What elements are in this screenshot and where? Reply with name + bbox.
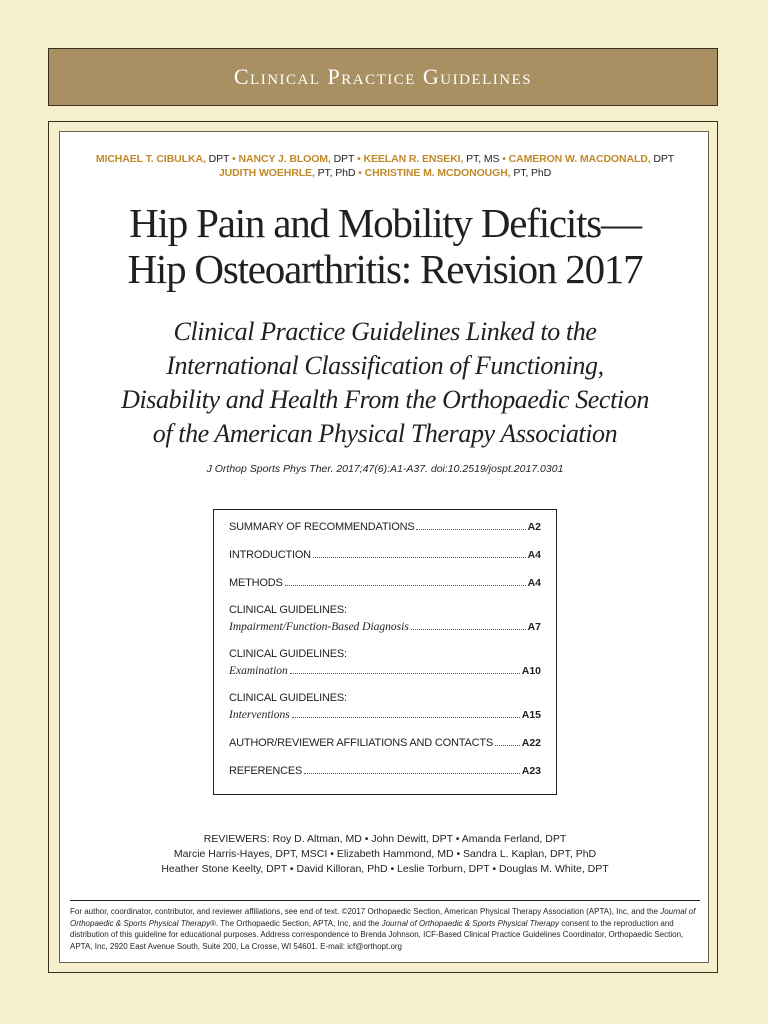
toc-leader-dots (290, 672, 520, 674)
author-credentials: PT, PhD (314, 167, 356, 179)
toc-leader-dots (285, 584, 526, 586)
toc-leader-dots (495, 744, 520, 746)
toc-entry-interventions[interactable] (229, 691, 541, 722)
article-title (60, 200, 710, 292)
footnote-divider (70, 900, 700, 901)
author-separator: • (355, 167, 365, 179)
author-credentials: DPT (330, 153, 355, 165)
toc-entry-introduction[interactable] (229, 548, 541, 562)
toc-entry-examination[interactable] (229, 647, 541, 678)
toc-page-number: A4 (527, 577, 541, 589)
toc-label: METHODS (229, 577, 283, 589)
author-list (60, 152, 710, 180)
reviewer-list (60, 832, 710, 877)
reviewers-line-3: Heather Stone Keelty, DPT • David Killoran, PhD • Leslie Torburn, DPT • Douglas M. White, DPT (161, 863, 609, 875)
author-credentials: PT, MS (463, 153, 500, 165)
title-line-1: Hip Pain and Mobility Deficits— (129, 200, 641, 246)
author-credentials: DPT (650, 153, 675, 165)
author-line-2 (60, 166, 710, 180)
section-banner (48, 48, 718, 106)
footnote-part: consent to the reproduction and distribution of this guideline for educational purposes. Address correspondence to Brenda Johnson, ICF-Based Clinical Practice Guidelines Coordinator, Orthopaedic Section, APTA, Inc, 2920 East Avenue South, Suite 200, La Crosse, WI 54601. E-mail: icf@orthopt.org (70, 918, 684, 951)
journal-citation: J Orthop Sports Phys Ther. 2017;47(6):A1-A37. doi:10.2519/jospt.2017.0301 (206, 463, 564, 475)
toc-label: CLINICAL GUIDELINES: (229, 692, 347, 704)
title-line-2: Hip Osteoarthritis: Revision 2017 (127, 246, 643, 292)
subtitle-line-2: International Classification of Functioning, (166, 351, 604, 380)
toc-label: INTRODUCTION (229, 549, 311, 561)
subtitle-line-4: of the American Physical Therapy Association (152, 419, 618, 448)
reviewers-line-1: REVIEWERS: Roy D. Altman, MD • John Dewitt, DPT • Amanda Ferland, DPT (203, 833, 567, 845)
toc-label: SUMMARY OF RECOMMENDATIONS (229, 521, 415, 533)
toc-leader-dots (313, 556, 526, 558)
subtitle-line-3: Disability and Health From the Orthopaedic Section (121, 385, 649, 414)
article-page (59, 131, 709, 963)
toc-leader-dots (304, 772, 520, 774)
footnote-text (70, 906, 702, 952)
author-name: KEELAN R. ENSEKI, (363, 153, 464, 165)
footnote-part: For author, coordinator, contributor, and reviewer affiliations, see end of text. ©2017 Orthopaedic Section, American Physical Therapy Association (APTA), Inc, and the (70, 907, 661, 916)
toc-page-number: A15 (521, 709, 541, 721)
toc-entry-methods[interactable] (229, 576, 541, 590)
author-credentials: PT, PhD (510, 167, 552, 179)
toc-leader-dots (416, 528, 525, 530)
toc-entry-diagnosis[interactable] (229, 603, 541, 634)
toc-entry-affiliations[interactable] (229, 736, 541, 750)
author-name: NANCY J. BLOOM, (238, 153, 331, 165)
banner-title: Clinical Practice Guidelines (233, 64, 533, 89)
toc-label: REFERENCES (229, 765, 303, 777)
toc-page-number: A23 (521, 765, 541, 777)
toc-sublabel: Impairment/Function-Based Diagnosis (229, 621, 409, 633)
toc-sublabel: Examination (229, 665, 288, 677)
journal-name: Journal of Orthopaedic & Sports Physical Therapy (381, 918, 559, 928)
author-name: CAMERON W. MACDONALD, (508, 153, 651, 165)
author-separator: • (229, 153, 239, 165)
reviewers-line-2: Marcie Harris-Hayes, DPT, MSCI • Elizabeth Hammond, MD • Sandra L. Kaplan, DPT, PhD (173, 848, 597, 860)
author-separator: • (499, 153, 509, 165)
toc-entry-summary[interactable] (229, 520, 541, 534)
author-name: JUDITH WOEHRLE, (218, 167, 315, 179)
toc-page-number: A10 (521, 665, 541, 677)
subtitle-line-1: Clinical Practice Guidelines Linked to the (173, 317, 597, 346)
author-separator: • (354, 153, 364, 165)
author-name: MICHAEL T. CIBULKA, (95, 153, 206, 165)
table-of-contents (213, 509, 557, 795)
toc-page-number: A7 (527, 621, 541, 633)
toc-label: CLINICAL GUIDELINES: (229, 648, 347, 660)
article-subtitle (60, 315, 710, 451)
toc-entry-references[interactable] (229, 764, 541, 778)
toc-leader-dots (411, 628, 526, 630)
toc-sublabel: Interventions (229, 709, 290, 721)
toc-page-number: A2 (527, 521, 541, 533)
toc-leader-dots (292, 716, 520, 718)
toc-label: AUTHOR/REVIEWER AFFILIATIONS AND CONTACTS (229, 737, 493, 749)
toc-page-number: A22 (521, 737, 541, 749)
journal-name: Journal of Orthopaedic & Sports Physical Therapy (70, 907, 696, 928)
toc-page-number: A4 (527, 549, 541, 561)
toc-label: CLINICAL GUIDELINES: (229, 604, 347, 616)
author-name: CHRISTINE M. MCDONOUGH, (364, 167, 511, 179)
footnote-part: ®. The Orthopaedic Section, APTA, Inc, and the (210, 918, 382, 928)
author-line-1 (60, 152, 710, 166)
author-credentials: DPT (205, 153, 230, 165)
